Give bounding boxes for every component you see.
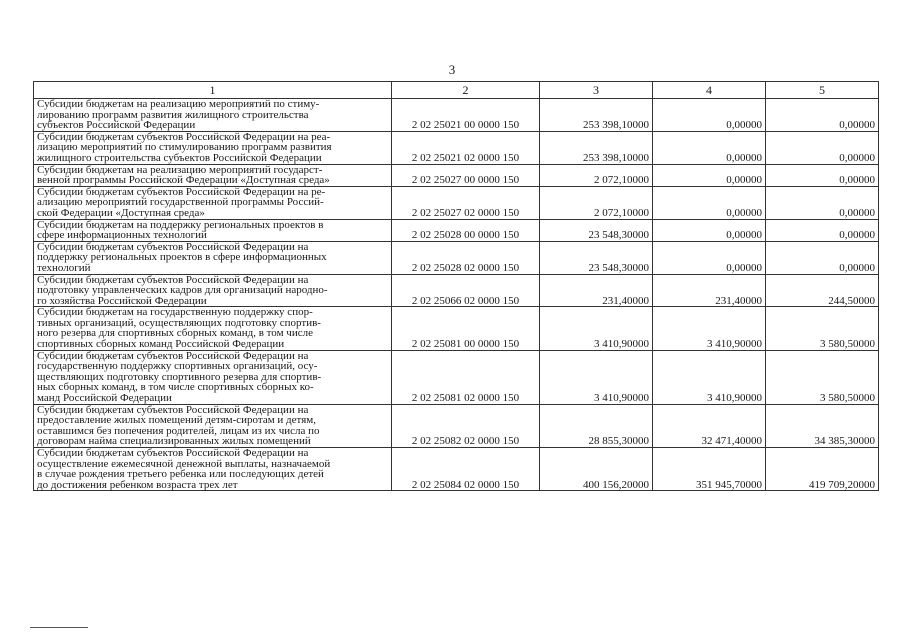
row-value-3: 253 398,10000	[540, 99, 653, 132]
table-row	[34, 186, 879, 219]
table-row	[34, 99, 879, 132]
row-description: Субсидии бюджетам субъектов Российской Федерации на подготовку управленческих кадров для организаций народно- го хозяйства Российской Федерации	[34, 274, 392, 307]
row-code: 2 02 25084 02 0000 150	[392, 448, 540, 491]
row-value-3: 23 548,30000	[540, 241, 653, 274]
row-description: Субсидии бюджетам субъектов Российской Федерации на реа- лизацию мероприятий по стимулированию программ развития жилищного строительства субъектов Российской Федерации	[34, 131, 392, 164]
row-description: Субсидии бюджетам субъектов Российской Федерации на ре- ализацию мероприятий государственной программы Россий- ской Федерации «Доступная среда»	[34, 186, 392, 219]
row-value-3: 23 548,30000	[540, 219, 653, 241]
row-description: Субсидии бюджетам на реализацию мероприятий по стиму- лированию программ развития жилищного строительства субъектов Российской Федерации	[34, 99, 392, 132]
column-header: 1	[34, 82, 392, 99]
row-value-4: 32 471,40000	[653, 404, 766, 447]
row-code: 2 02 25027 00 0000 150	[392, 164, 540, 186]
table-row	[34, 241, 879, 274]
row-value-4: 0,00000	[653, 99, 766, 132]
table-row	[34, 219, 879, 241]
row-value-5: 3 580,50000	[766, 350, 879, 404]
column-header: 4	[653, 82, 766, 99]
column-header: 3	[540, 82, 653, 99]
row-value-5: 0,00000	[766, 186, 879, 219]
row-value-4: 3 410,90000	[653, 350, 766, 404]
row-code: 2 02 25081 00 0000 150	[392, 307, 540, 350]
row-code: 2 02 25021 02 0000 150	[392, 131, 540, 164]
row-value-4: 231,40000	[653, 274, 766, 307]
row-value-5: 419 709,20000	[766, 448, 879, 491]
row-description: Субсидии бюджетам на поддержку региональных проектов в сфере информационных технологий	[34, 219, 392, 241]
table-row	[34, 164, 879, 186]
budget-table	[33, 81, 879, 491]
row-value-3: 3 410,90000	[540, 307, 653, 350]
row-value-4: 0,00000	[653, 241, 766, 274]
row-description: Субсидии бюджетам субъектов Российской Федерации на поддержку региональных проектов в сфере информационных технологий	[34, 241, 392, 274]
row-value-4: 0,00000	[653, 164, 766, 186]
row-value-3: 3 410,90000	[540, 350, 653, 404]
row-value-5: 0,00000	[766, 131, 879, 164]
page-number: 3	[448, 62, 456, 77]
column-header: 2	[392, 82, 540, 99]
row-value-5: 3 580,50000	[766, 307, 879, 350]
row-value-5: 0,00000	[766, 241, 879, 274]
table-row	[34, 448, 879, 491]
row-description: Субсидии бюджетам субъектов Российской Федерации на осуществление ежемесячной денежной выплаты, назначаемой в случае рождения третьего ребенка или последующих детей до достижения ребенком возраста трех лет	[34, 448, 392, 491]
row-value-5: 34 385,30000	[766, 404, 879, 447]
row-value-5: 0,00000	[766, 99, 879, 132]
row-value-4: 0,00000	[653, 131, 766, 164]
row-value-5: 0,00000	[766, 219, 879, 241]
row-value-3: 253 398,10000	[540, 131, 653, 164]
row-value-3: 400 156,20000	[540, 448, 653, 491]
table-row	[34, 350, 879, 404]
row-value-4: 0,00000	[653, 219, 766, 241]
footnote-divider	[30, 627, 88, 628]
table-header-row	[34, 82, 879, 99]
row-description: Субсидии бюджетам субъектов Российской Федерации на предоставление жилых помещений детям-сиротам и детям, оставшимся без попечения родителей, лицам из их числа по договорам найма специализированных жилых помещений	[34, 404, 392, 447]
table-row	[34, 274, 879, 307]
row-value-4: 0,00000	[653, 186, 766, 219]
row-code: 2 02 25021 00 0000 150	[392, 99, 540, 132]
row-description: Субсидии бюджетам на государственную поддержку спор- тивных организаций, осуществляющих подготовку спортив- ного резерва для спортивных сборных команд, в том числе спортивных сборных команд Российской Федерации	[34, 307, 392, 350]
row-value-5: 244,50000	[766, 274, 879, 307]
row-code: 2 02 25028 00 0000 150	[392, 219, 540, 241]
row-value-5: 0,00000	[766, 164, 879, 186]
table-row	[34, 404, 879, 447]
table-row	[34, 131, 879, 164]
row-code: 2 02 25027 02 0000 150	[392, 186, 540, 219]
row-value-3: 2 072,10000	[540, 186, 653, 219]
row-code: 2 02 25066 02 0000 150	[392, 274, 540, 307]
row-value-4: 351 945,70000	[653, 448, 766, 491]
row-value-4: 3 410,90000	[653, 307, 766, 350]
table-row	[34, 307, 879, 350]
row-code: 2 02 25082 02 0000 150	[392, 404, 540, 447]
row-description: Субсидии бюджетам на реализацию мероприятий государст- венной программы Российской Федерации «Доступная среда»	[34, 164, 392, 186]
row-description: Субсидии бюджетам субъектов Российской Федерации на государственную поддержку спортивных организаций, осу- ществляющих подготовку спортивного резерва для спортив- ных сборных команд, в том числе спортивных сборных ко- манд Российской Федерации	[34, 350, 392, 404]
column-header: 5	[766, 82, 879, 99]
row-value-3: 231,40000	[540, 274, 653, 307]
row-code: 2 02 25028 02 0000 150	[392, 241, 540, 274]
row-value-3: 28 855,30000	[540, 404, 653, 447]
row-code: 2 02 25081 02 0000 150	[392, 350, 540, 404]
row-value-3: 2 072,10000	[540, 164, 653, 186]
